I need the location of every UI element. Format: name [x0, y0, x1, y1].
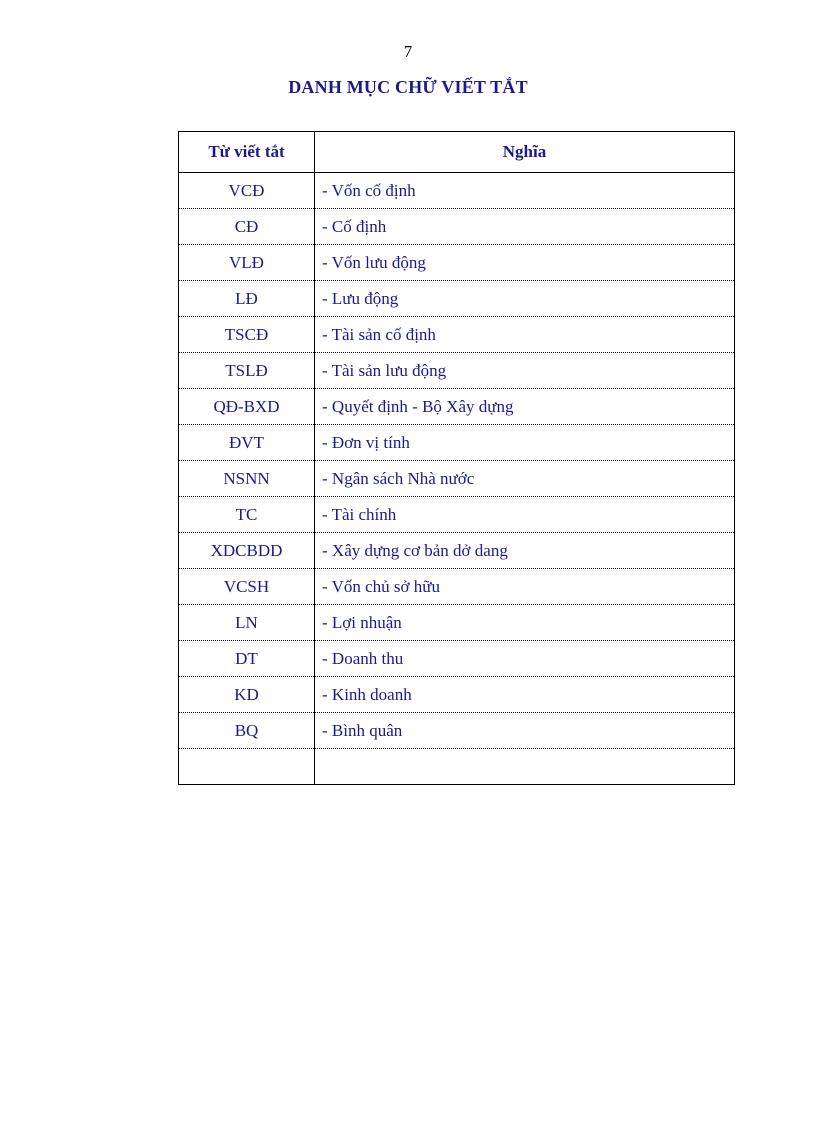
- meaning-cell: - Ngân sách Nhà nước: [315, 461, 735, 497]
- table-row: [179, 605, 735, 641]
- meaning-cell: - Tài chính: [315, 497, 735, 533]
- table-row: [179, 389, 735, 425]
- abbreviation-cell: XDCBDD: [179, 533, 315, 569]
- abbreviation-cell: BQ: [179, 713, 315, 749]
- abbreviation-cell: [179, 749, 315, 785]
- abbreviation-cell: TC: [179, 497, 315, 533]
- meaning-cell: - Doanh thu: [315, 641, 735, 677]
- abbreviation-cell: LĐ: [179, 281, 315, 317]
- meaning-cell: - Vốn chủ sở hữu: [315, 569, 735, 605]
- table-row-empty: [179, 749, 735, 785]
- abbreviation-cell: VLĐ: [179, 245, 315, 281]
- table-row: [179, 713, 735, 749]
- table-row: [179, 497, 735, 533]
- meaning-cell: - Lưu động: [315, 281, 735, 317]
- abbreviation-cell: TSLĐ: [179, 353, 315, 389]
- abbreviation-cell: ĐVT: [179, 425, 315, 461]
- meaning-cell: - Lợi nhuận: [315, 605, 735, 641]
- meaning-cell: - Vốn cố định: [315, 173, 735, 209]
- abbreviation-cell: NSNN: [179, 461, 315, 497]
- abbreviation-cell: KD: [179, 677, 315, 713]
- meaning-cell: - Tài sản lưu động: [315, 353, 735, 389]
- table-row: [179, 281, 735, 317]
- meaning-cell: - Xây dựng cơ bản dở dang: [315, 533, 735, 569]
- abbreviation-cell: VCĐ: [179, 173, 315, 209]
- meaning-cell: - Vốn lưu động: [315, 245, 735, 281]
- table-row: [179, 317, 735, 353]
- meaning-cell: - Tài sản cố định: [315, 317, 735, 353]
- table-row: [179, 461, 735, 497]
- table-row: [179, 353, 735, 389]
- table-header-row: [179, 132, 735, 173]
- abbreviation-cell: QĐ-BXD: [179, 389, 315, 425]
- meaning-cell: - Bình quân: [315, 713, 735, 749]
- abbreviation-cell: CĐ: [179, 209, 315, 245]
- abbreviation-cell: VCSH: [179, 569, 315, 605]
- column-header-abbreviation: Từ viết tắt: [179, 132, 315, 173]
- meaning-cell: [315, 749, 735, 785]
- table-row: [179, 209, 735, 245]
- meaning-cell: - Kinh doanh: [315, 677, 735, 713]
- table-row: [179, 173, 735, 209]
- column-header-meaning: Nghĩa: [315, 132, 735, 173]
- abbreviation-cell: LN: [179, 605, 315, 641]
- table-row: [179, 569, 735, 605]
- page-number: 7: [403, 42, 413, 61]
- abbreviation-table: [178, 131, 735, 785]
- abbreviation-cell: DT: [179, 641, 315, 677]
- meaning-cell: - Cố định: [315, 209, 735, 245]
- table-row: [179, 533, 735, 569]
- meaning-cell: - Đơn vị tính: [315, 425, 735, 461]
- table-row: [179, 425, 735, 461]
- table-row: [179, 677, 735, 713]
- meaning-cell: - Quyết định - Bộ Xây dựng: [315, 389, 735, 425]
- table-row: [179, 245, 735, 281]
- table-row: [179, 641, 735, 677]
- page-title: DANH MỤC CHỮ VIẾT TẮT: [288, 77, 528, 97]
- abbreviation-cell: TSCĐ: [179, 317, 315, 353]
